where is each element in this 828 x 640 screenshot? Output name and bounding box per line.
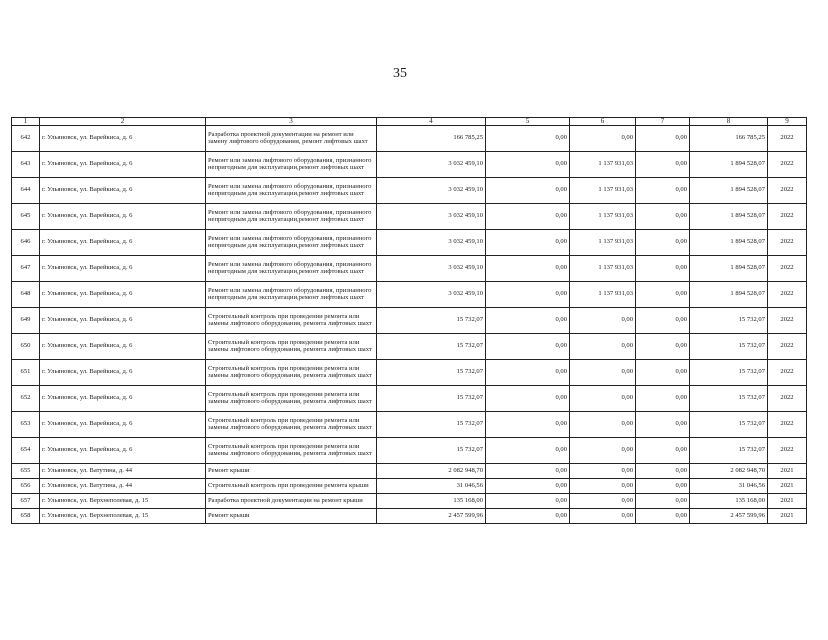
cost-col8-cell: 15 732,07 (690, 386, 768, 412)
column-number: 4 (377, 118, 486, 126)
cost-col7-cell: 0,00 (636, 256, 690, 282)
column-number-row (12, 118, 807, 126)
table-row (12, 386, 807, 412)
cost-col6-cell: 0,00 (570, 494, 636, 509)
table-row (12, 479, 807, 494)
work-type-cell: Ремонт или замена лифтового оборудования, признанного непригодным для эксплуатации,ремонт лифтовых шахт (206, 204, 377, 230)
cost-col7-cell: 0,00 (636, 282, 690, 308)
page-number: 35 (393, 66, 407, 81)
year-cell: 2022 (768, 126, 807, 152)
cost-col8-cell: 15 732,07 (690, 412, 768, 438)
row-number: 649 (12, 308, 40, 334)
year-cell: 2022 (768, 282, 807, 308)
cost-col8-cell: 1 894 528,07 (690, 256, 768, 282)
work-type-cell: Ремонт или замена лифтового оборудования, признанного непригодным для эксплуатации,ремонт лифтовых шахт (206, 230, 377, 256)
row-number: 644 (12, 178, 40, 204)
cost-col8-cell: 1 894 528,07 (690, 178, 768, 204)
column-number: 2 (40, 118, 206, 126)
table-row (12, 282, 807, 308)
cost-col8-cell: 15 732,07 (690, 334, 768, 360)
row-number: 654 (12, 438, 40, 464)
cost-col5-cell: 0,00 (486, 256, 570, 282)
cost-col6-cell: 0,00 (570, 334, 636, 360)
cost-col5-cell: 0,00 (486, 464, 570, 479)
year-cell: 2022 (768, 152, 807, 178)
cost-col6-cell: 1 137 931,03 (570, 230, 636, 256)
cost-col7-cell: 0,00 (636, 204, 690, 230)
address-cell: г. Ульяновск, ул. Варейкиса, д. 6 (40, 412, 206, 438)
repair-registry-table (11, 117, 807, 524)
total-cost-cell: 2 082 948,70 (377, 464, 486, 479)
total-cost-cell: 15 732,07 (377, 438, 486, 464)
table-row (12, 360, 807, 386)
year-cell: 2022 (768, 178, 807, 204)
table-row (12, 256, 807, 282)
year-cell: 2022 (768, 256, 807, 282)
cost-col6-cell: 1 137 931,03 (570, 256, 636, 282)
cost-col6-cell: 0,00 (570, 509, 636, 524)
table-row (12, 178, 807, 204)
cost-col5-cell: 0,00 (486, 282, 570, 308)
row-number: 650 (12, 334, 40, 360)
cost-col8-cell: 1 894 528,07 (690, 204, 768, 230)
row-number: 648 (12, 282, 40, 308)
cost-col6-cell: 0,00 (570, 386, 636, 412)
column-number: 5 (486, 118, 570, 126)
address-cell: г. Ульяновск, ул. Ватутина, д. 44 (40, 464, 206, 479)
cost-col5-cell: 0,00 (486, 509, 570, 524)
total-cost-cell: 3 032 459,10 (377, 178, 486, 204)
cost-col7-cell: 0,00 (636, 360, 690, 386)
address-cell: г. Ульяновск, ул. Варейкиса, д. 6 (40, 178, 206, 204)
cost-col7-cell: 0,00 (636, 334, 690, 360)
registry-body (12, 126, 807, 524)
year-cell: 2021 (768, 509, 807, 524)
year-cell: 2022 (768, 386, 807, 412)
address-cell: г. Ульяновск, ул. Варейкиса, д. 6 (40, 256, 206, 282)
row-number: 651 (12, 360, 40, 386)
column-number: 6 (570, 118, 636, 126)
work-type-cell: Строительный контроль при проведении ремонта или замены лифтового оборудования, ремонта лифтовых шахт (206, 386, 377, 412)
row-number: 646 (12, 230, 40, 256)
total-cost-cell: 3 032 459,10 (377, 282, 486, 308)
year-cell: 2021 (768, 494, 807, 509)
total-cost-cell: 3 032 459,10 (377, 230, 486, 256)
address-cell: г. Ульяновск, ул. Варейкиса, д. 6 (40, 360, 206, 386)
address-cell: г. Ульяновск, ул. Варейкиса, д. 6 (40, 438, 206, 464)
cost-col5-cell: 0,00 (486, 494, 570, 509)
table-row (12, 412, 807, 438)
row-number: 657 (12, 494, 40, 509)
row-number: 655 (12, 464, 40, 479)
year-cell: 2022 (768, 438, 807, 464)
cost-col7-cell: 0,00 (636, 509, 690, 524)
cost-col7-cell: 0,00 (636, 494, 690, 509)
cost-col8-cell: 166 785,25 (690, 126, 768, 152)
cost-col8-cell: 15 732,07 (690, 360, 768, 386)
cost-col7-cell: 0,00 (636, 438, 690, 464)
cost-col5-cell: 0,00 (486, 386, 570, 412)
table-row (12, 464, 807, 479)
total-cost-cell: 15 732,07 (377, 360, 486, 386)
table-row (12, 152, 807, 178)
row-number: 642 (12, 126, 40, 152)
cost-col6-cell: 1 137 931,03 (570, 152, 636, 178)
address-cell: г. Ульяновск, ул. Варейкиса, д. 6 (40, 152, 206, 178)
work-type-cell: Строительный контроль при проведении ремонта крыши (206, 479, 377, 494)
year-cell: 2022 (768, 230, 807, 256)
row-number: 653 (12, 412, 40, 438)
address-cell: г. Ульяновск, ул. Варейкиса, д. 6 (40, 126, 206, 152)
work-type-cell: Строительный контроль при проведении ремонта или замены лифтового оборудования, ремонта лифтовых шахт (206, 360, 377, 386)
address-cell: г. Ульяновск, ул. Ватутина, д. 44 (40, 479, 206, 494)
cost-col8-cell: 15 732,07 (690, 308, 768, 334)
cost-col6-cell: 0,00 (570, 438, 636, 464)
row-number: 645 (12, 204, 40, 230)
cost-col8-cell: 31 046,56 (690, 479, 768, 494)
total-cost-cell: 3 032 459,10 (377, 256, 486, 282)
cost-col6-cell: 1 137 931,03 (570, 178, 636, 204)
address-cell: г. Ульяновск, ул. Варейкиса, д. 6 (40, 204, 206, 230)
cost-col7-cell: 0,00 (636, 386, 690, 412)
cost-col5-cell: 0,00 (486, 360, 570, 386)
year-cell: 2022 (768, 334, 807, 360)
table-row (12, 126, 807, 152)
row-number: 647 (12, 256, 40, 282)
address-cell: г. Ульяновск, ул. Варейкиса, д. 6 (40, 308, 206, 334)
cost-col8-cell: 2 082 948,70 (690, 464, 768, 479)
cost-col6-cell: 0,00 (570, 464, 636, 479)
work-type-cell: Ремонт или замена лифтового оборудования, признанного непригодным для эксплуатации,ремонт лифтовых шахт (206, 178, 377, 204)
total-cost-cell: 2 457 599,96 (377, 509, 486, 524)
cost-col5-cell: 0,00 (486, 438, 570, 464)
row-number: 656 (12, 479, 40, 494)
total-cost-cell: 15 732,07 (377, 308, 486, 334)
cost-col8-cell: 1 894 528,07 (690, 152, 768, 178)
year-cell: 2022 (768, 308, 807, 334)
work-type-cell: Разработка проектной документации на ремонт или замену лифтового оборудования, ремонт лифтовых шахт (206, 126, 377, 152)
cost-col6-cell: 0,00 (570, 126, 636, 152)
total-cost-cell: 15 732,07 (377, 334, 486, 360)
cost-col6-cell: 0,00 (570, 360, 636, 386)
work-type-cell: Строительный контроль при проведении ремонта или замены лифтового оборудования, ремонта лифтовых шахт (206, 438, 377, 464)
cost-col8-cell: 1 894 528,07 (690, 282, 768, 308)
cost-col8-cell: 135 168,00 (690, 494, 768, 509)
cost-col5-cell: 0,00 (486, 334, 570, 360)
row-number: 643 (12, 152, 40, 178)
year-cell: 2022 (768, 360, 807, 386)
cost-col5-cell: 0,00 (486, 152, 570, 178)
cost-col5-cell: 0,00 (486, 479, 570, 494)
table-row (12, 204, 807, 230)
cost-col7-cell: 0,00 (636, 464, 690, 479)
total-cost-cell: 15 732,07 (377, 412, 486, 438)
cost-col5-cell: 0,00 (486, 308, 570, 334)
table-row (12, 308, 807, 334)
total-cost-cell: 15 732,07 (377, 386, 486, 412)
column-number: 9 (768, 118, 807, 126)
cost-col6-cell: 1 137 931,03 (570, 204, 636, 230)
cost-col7-cell: 0,00 (636, 178, 690, 204)
row-number: 658 (12, 509, 40, 524)
address-cell: г. Ульяновск, ул. Варейкиса, д. 6 (40, 334, 206, 360)
column-number: 1 (12, 118, 40, 126)
column-number: 8 (690, 118, 768, 126)
row-number: 652 (12, 386, 40, 412)
cost-col5-cell: 0,00 (486, 126, 570, 152)
total-cost-cell: 166 785,25 (377, 126, 486, 152)
table-row (12, 334, 807, 360)
work-type-cell: Ремонт крыши (206, 464, 377, 479)
year-cell: 2021 (768, 479, 807, 494)
work-type-cell: Ремонт или замена лифтового оборудования, признанного непригодным для эксплуатации,ремонт лифтовых шахт (206, 152, 377, 178)
cost-col5-cell: 0,00 (486, 178, 570, 204)
address-cell: г. Ульяновск, ул. Варейкиса, д. 6 (40, 282, 206, 308)
cost-col7-cell: 0,00 (636, 230, 690, 256)
cost-col8-cell: 15 732,07 (690, 438, 768, 464)
work-type-cell: Ремонт крыши (206, 509, 377, 524)
cost-col5-cell: 0,00 (486, 412, 570, 438)
work-type-cell: Строительный контроль при проведении ремонта или замены лифтового оборудования, ремонта лифтовых шахт (206, 412, 377, 438)
work-type-cell: Строительный контроль при проведении ремонта или замены лифтового оборудования, ремонта лифтовых шахт (206, 308, 377, 334)
cost-col8-cell: 2 457 599,96 (690, 509, 768, 524)
table-row (12, 438, 807, 464)
cost-col7-cell: 0,00 (636, 479, 690, 494)
address-cell: г. Ульяновск, ул. Верхнеполевая, д. 15 (40, 494, 206, 509)
total-cost-cell: 31 046,56 (377, 479, 486, 494)
cost-col5-cell: 0,00 (486, 230, 570, 256)
year-cell: 2022 (768, 412, 807, 438)
total-cost-cell: 3 032 459,10 (377, 204, 486, 230)
cost-col7-cell: 0,00 (636, 152, 690, 178)
cost-col5-cell: 0,00 (486, 204, 570, 230)
work-type-cell: Разработка проектной документации на ремонт крыши (206, 494, 377, 509)
cost-col7-cell: 0,00 (636, 308, 690, 334)
address-cell: г. Ульяновск, ул. Варейкиса, д. 6 (40, 386, 206, 412)
cost-col6-cell: 1 137 931,03 (570, 282, 636, 308)
column-number: 7 (636, 118, 690, 126)
total-cost-cell: 135 168,00 (377, 494, 486, 509)
cost-col6-cell: 0,00 (570, 308, 636, 334)
cost-col6-cell: 0,00 (570, 479, 636, 494)
cost-col6-cell: 0,00 (570, 412, 636, 438)
year-cell: 2022 (768, 204, 807, 230)
work-type-cell: Ремонт или замена лифтового оборудования, признанного непригодным для эксплуатации,ремонт лифтовых шахт (206, 256, 377, 282)
work-type-cell: Строительный контроль при проведении ремонта или замены лифтового оборудования, ремонта лифтовых шахт (206, 334, 377, 360)
address-cell: г. Ульяновск, ул. Верхнеполевая, д. 15 (40, 509, 206, 524)
cost-col7-cell: 0,00 (636, 126, 690, 152)
total-cost-cell: 3 032 459,10 (377, 152, 486, 178)
table-row (12, 494, 807, 509)
year-cell: 2021 (768, 464, 807, 479)
address-cell: г. Ульяновск, ул. Варейкиса, д. 6 (40, 230, 206, 256)
work-type-cell: Ремонт или замена лифтового оборудования, признанного непригодным для эксплуатации,ремонт лифтовых шахт (206, 282, 377, 308)
table-row (12, 230, 807, 256)
cost-col7-cell: 0,00 (636, 412, 690, 438)
cost-col8-cell: 1 894 528,07 (690, 230, 768, 256)
table-row (12, 509, 807, 524)
column-number: 3 (206, 118, 377, 126)
